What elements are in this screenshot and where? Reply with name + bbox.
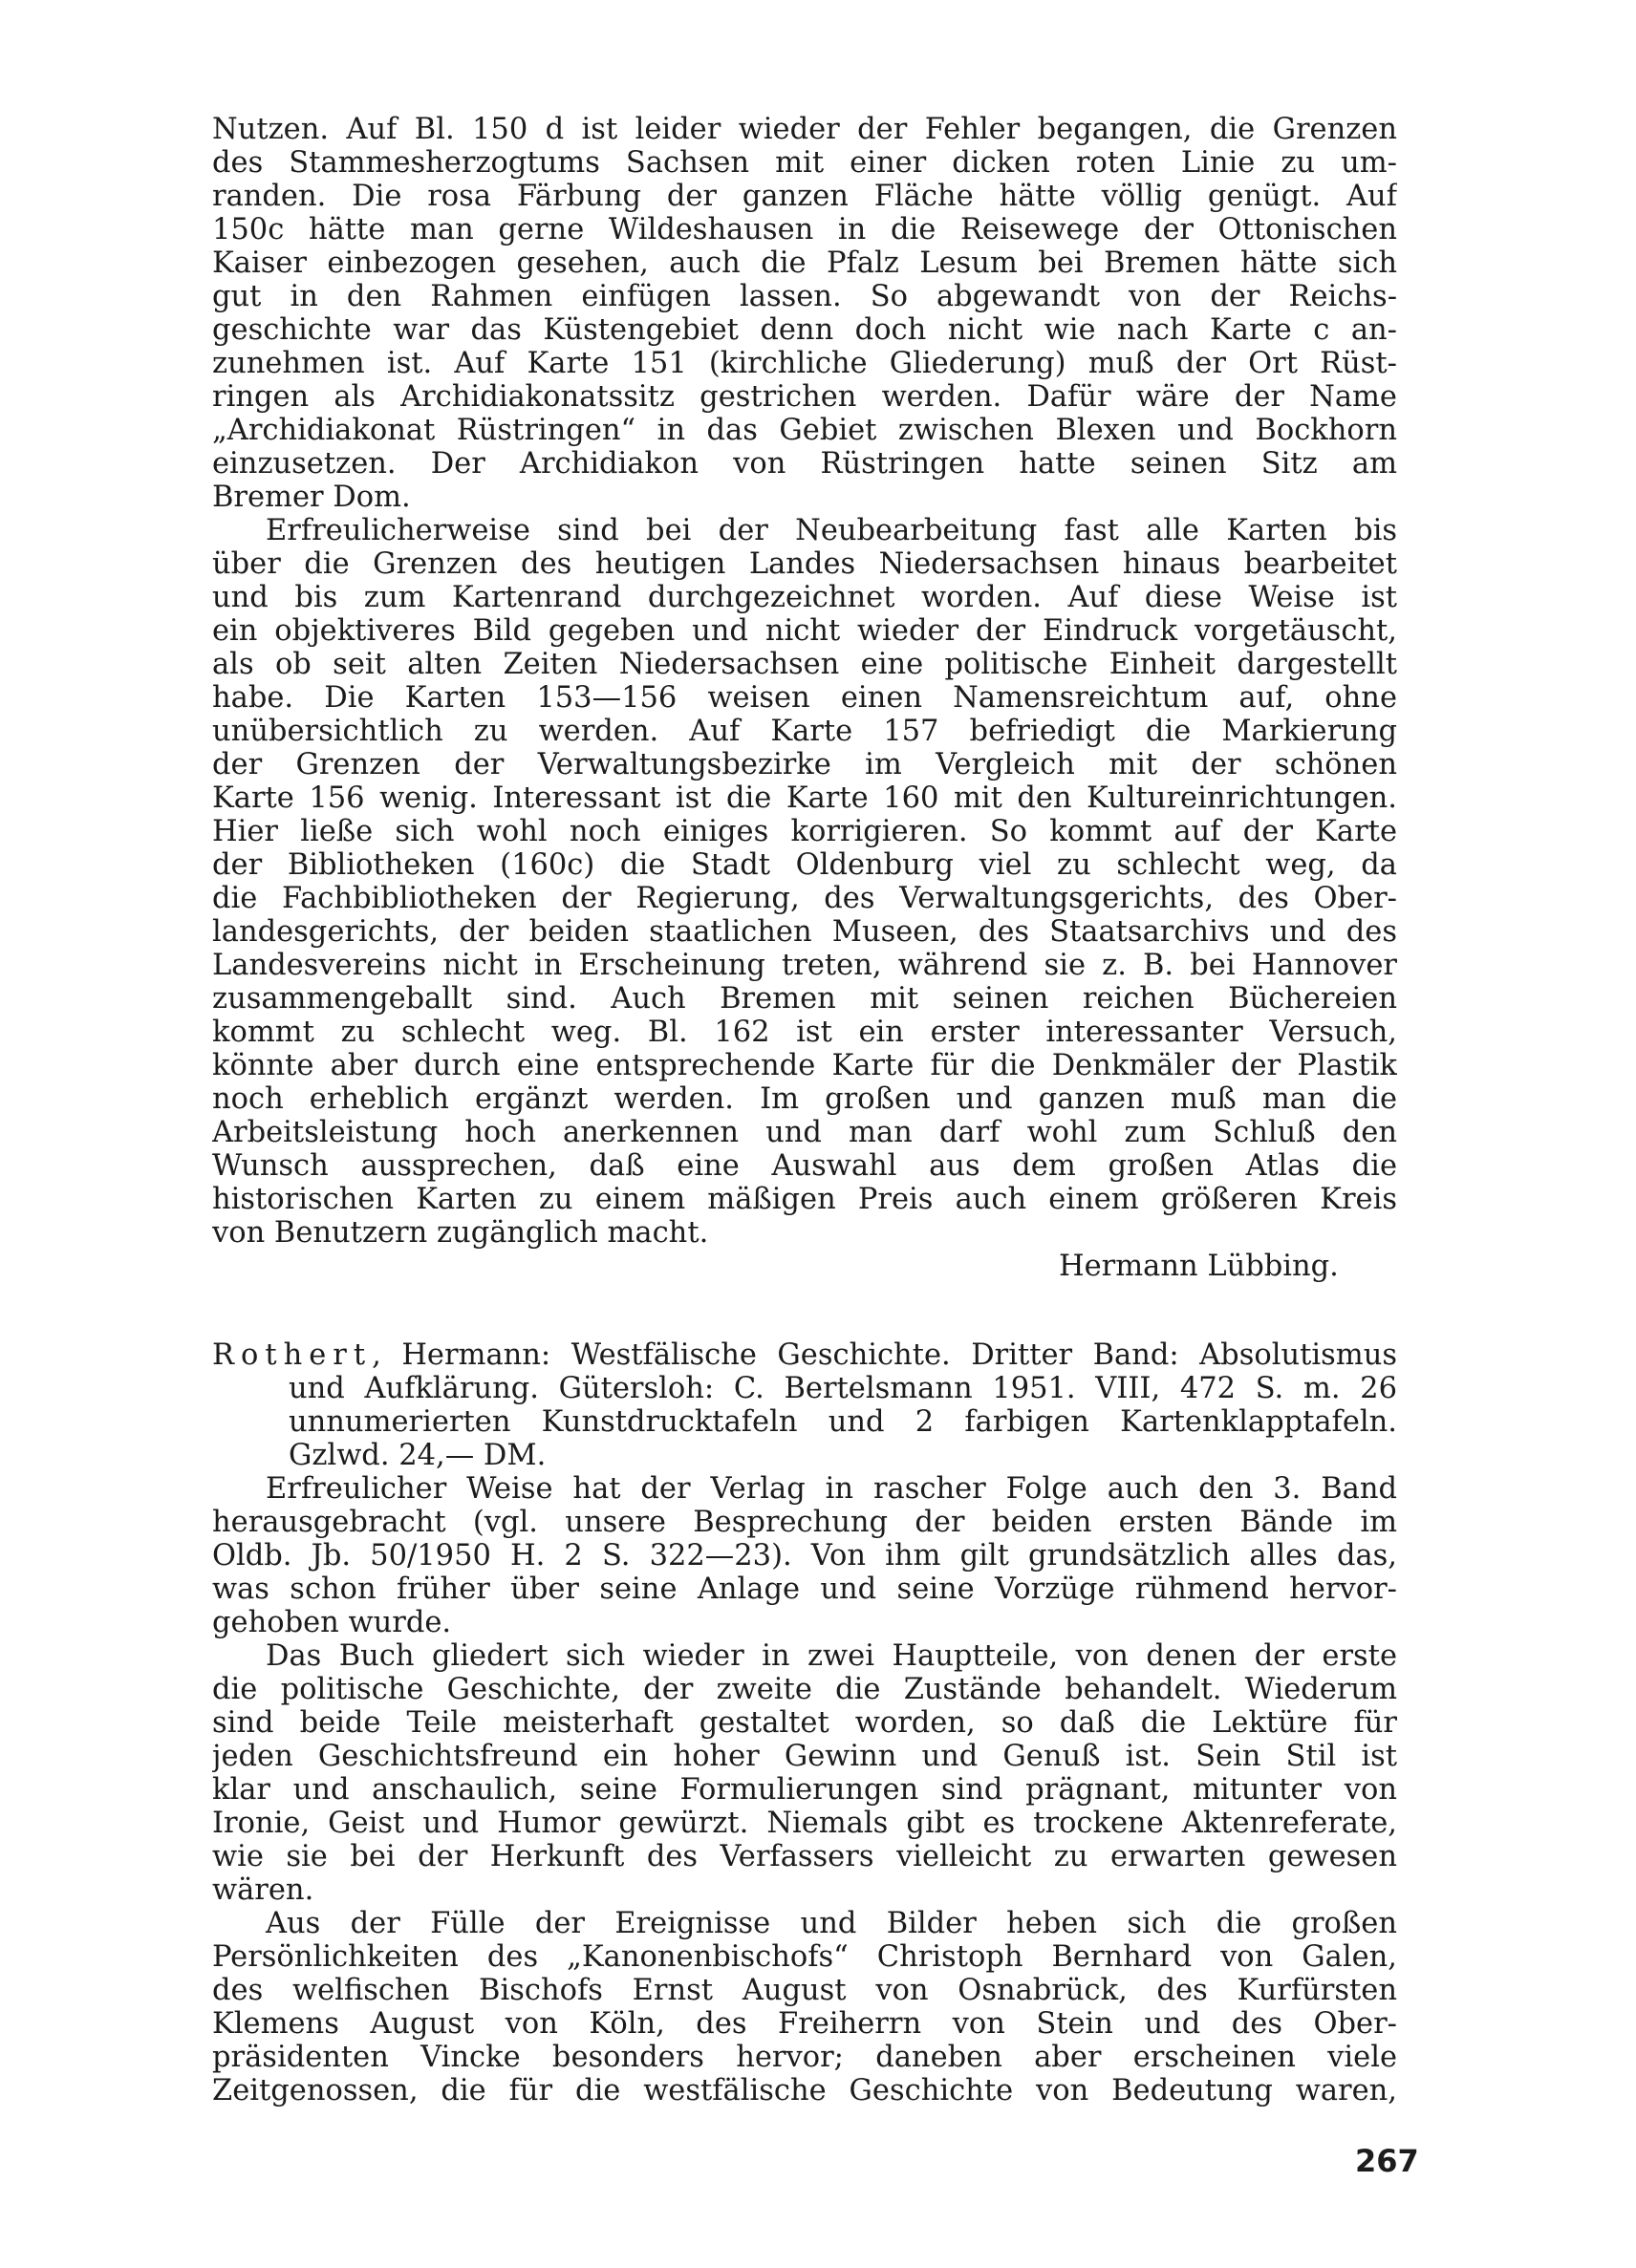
text-line: Kaiser einbezogen gesehen, auch die Pfalz Lesum bei Bremen hätte sich (212, 246, 1397, 280)
text-line: über die Grenzen des heutigen Landes Niedersachsen hinaus bearbeitet (212, 547, 1397, 581)
text-line: Erfreulicherweise sind bei der Neubearbeitung fast alle Karten bis (266, 514, 1397, 547)
text-line: Arbeitsleistung hoch anerkennen und man darf wohl zum Schluß den (212, 1116, 1397, 1149)
text-line: Das Buch gliedert sich wieder in zwei Hauptteile, von denen der erste (266, 1639, 1397, 1673)
text-line: des Stammesherzogtums Sachsen mit einer dicken roten Linie zu um- (212, 146, 1397, 180)
text-line: Karte 156 wenig. Interessant ist die Karte 160 mit den Kultureinrichtungen. (212, 781, 1397, 815)
text-line: einzusetzen. Der Archidiakon von Rüstringen hatte seinen Sitz am (212, 447, 1397, 481)
text-line: und bis zum Kartenrand durchgezeichnet worden. Auf diese Weise ist (212, 581, 1397, 614)
text-line: 150c hätte man gerne Wildeshausen in die Reisewege der Ottonischen (212, 213, 1397, 246)
page-body (212, 113, 1397, 2108)
text-line: gut in den Rahmen einfügen lassen. So abgewandt von der Reichs- (212, 280, 1397, 313)
text-line: Ironie, Geist und Humor gewürzt. Niemals gibt es trockene Aktenreferate, (212, 1807, 1397, 1840)
text-line: Aus der Fülle der Ereignisse und Bilder heben sich die großen (266, 1907, 1397, 1940)
text-line: Zeitgenossen, die für die westfälische Geschichte von Bedeutung waren, (212, 2074, 1397, 2108)
text-line: jeden Geschichtsfreund ein hoher Gewinn und Genuß ist. Sein Stil ist (212, 1740, 1397, 1773)
text-line: herausgebracht (vgl. unsere Besprechung der beiden ersten Bände im (212, 1506, 1397, 1539)
page-number: 267 (1355, 2143, 1419, 2179)
text-line: gehoben wurde. (212, 1606, 452, 1639)
text-line: des welfischen Bischofs Ernst August von Osnabrück, des Kurfürsten (212, 1974, 1397, 2007)
text-line: von Benutzern zugänglich macht. (212, 1216, 709, 1250)
text-line: Nutzen. Auf Bl. 150 d ist leider wieder der Fehler begangen, die Grenzen (212, 113, 1397, 146)
text-line: der Grenzen der Verwaltungsbezirke im Vergleich mit der schönen (212, 748, 1397, 781)
text-line: habe. Die Karten 153—156 weisen einen Namensreichtum auf, ohne (212, 681, 1397, 715)
citation-line: und Aufklärung. Gütersloh: C. Bertelsmann 1951. VIII, 472 S. m. 26 (289, 1372, 1397, 1405)
citation-first-line (212, 1338, 1397, 1372)
text-line: ein objektiveres Bild gegeben und nicht wieder der Eindruck vorgetäuscht, (212, 614, 1397, 648)
text-line: Bremer Dom. (212, 481, 411, 514)
text-line: Persönlichkeiten des „Kanonenbischofs“ Christoph Bernhard von Galen, (212, 1940, 1397, 1974)
text-line: wie sie bei der Herkunft des Verfassers vielleicht zu erwarten gewesen (212, 1840, 1397, 1873)
text-line: als ob seit alten Zeiten Niedersachsen eine politische Einheit dargestellt (212, 648, 1397, 681)
text-line: was schon früher über seine Anlage und seine Vorzüge rühmend hervor- (212, 1573, 1397, 1606)
review-rothert (212, 1338, 1397, 2108)
text-line: die Fachbibliotheken der Regierung, des Verwaltungsgerichts, des Ober- (212, 882, 1397, 915)
text-line: „Archidiakonat Rüstringen“ in das Gebiet zwischen Blexen und Bockhorn (212, 414, 1397, 447)
text-line: kommt zu schlecht weg. Bl. 162 ist ein erster interessanter Versuch, (212, 1016, 1397, 1049)
text-line: noch erheblich ergänzt werden. Im großen und ganzen muß man die (212, 1082, 1397, 1116)
text-line: randen. Die rosa Färbung der ganzen Fläche hätte völlig genügt. Auf (212, 180, 1397, 213)
citation-line: Gzlwd. 24,— DM. (289, 1439, 547, 1472)
citation-rest: , Hermann: Westfälische Geschichte. Dritter Band: Absolutismus (372, 1338, 1397, 1372)
text-line: Wunsch aussprechen, daß eine Auswahl aus dem großen Atlas die (212, 1149, 1397, 1183)
citation-line: unnumerierten Kunstdrucktafeln und 2 farbigen Kartenklapptafeln. (289, 1405, 1397, 1439)
text-line: präsidenten Vincke besonders hervor; daneben aber erscheinen viele (212, 2041, 1397, 2074)
text-line: Landesvereins nicht in Erscheinung treten, während sie z. B. bei Hannover (212, 949, 1397, 982)
text-line: wären. (212, 1873, 314, 1907)
author-surname: Rothert (212, 1338, 373, 1372)
text-line: könnte aber durch eine entsprechende Karte für die Denkmäler der Plastik (212, 1049, 1397, 1082)
text-line: Hier ließe sich wohl noch einiges korrigieren. So kommt auf der Karte (212, 815, 1397, 848)
text-line: Erfreulicher Weise hat der Verlag in rascher Folge auch den 3. Band (266, 1472, 1397, 1506)
text-line: ringen als Archidiakonatssitz gestrichen werden. Dafür wäre der Name (212, 380, 1397, 414)
text-line: historischen Karten zu einem mäßigen Preis auch einem größeren Kreis (212, 1183, 1397, 1216)
text-line: landesgerichts, der beiden staatlichen Museen, des Staatsarchivs und des (212, 915, 1397, 949)
reviewer-signature: Hermann Lübbing. (1059, 1250, 1339, 1283)
text-line: der Bibliotheken (160c) die Stadt Oldenburg viel zu schlecht weg, da (212, 848, 1397, 882)
text-line: klar und anschaulich, seine Formulierungen sind prägnant, mitunter von (212, 1773, 1397, 1807)
text-line: zusammengeballt sind. Auch Bremen mit seinen reichen Büchereien (212, 982, 1397, 1016)
text-line: Klemens August von Köln, des Freiherrn von Stein und des Ober- (212, 2007, 1397, 2041)
text-line: unübersichtlich zu werden. Auf Karte 157 befriedigt die Markierung (212, 715, 1397, 748)
text-line: zunehmen ist. Auf Karte 151 (kirchliche Gliederung) muß der Ort Rüst- (212, 347, 1397, 380)
text-line: sind beide Teile meisterhaft gestaltet worden, so daß die Lektüre für (212, 1706, 1397, 1740)
text-line: Oldb. Jb. 50/1950 H. 2 S. 322—23). Von ihm gilt grundsätzlich alles das, (212, 1539, 1397, 1573)
review-lubbing-text (212, 113, 1397, 1283)
text-line: die politische Geschichte, der zweite die Zustände behandelt. Wiederum (212, 1673, 1397, 1706)
text-line: geschichte war das Küstengebiet denn doch nicht wie nach Karte c an- (212, 313, 1397, 347)
section-gap (212, 1283, 1397, 1338)
